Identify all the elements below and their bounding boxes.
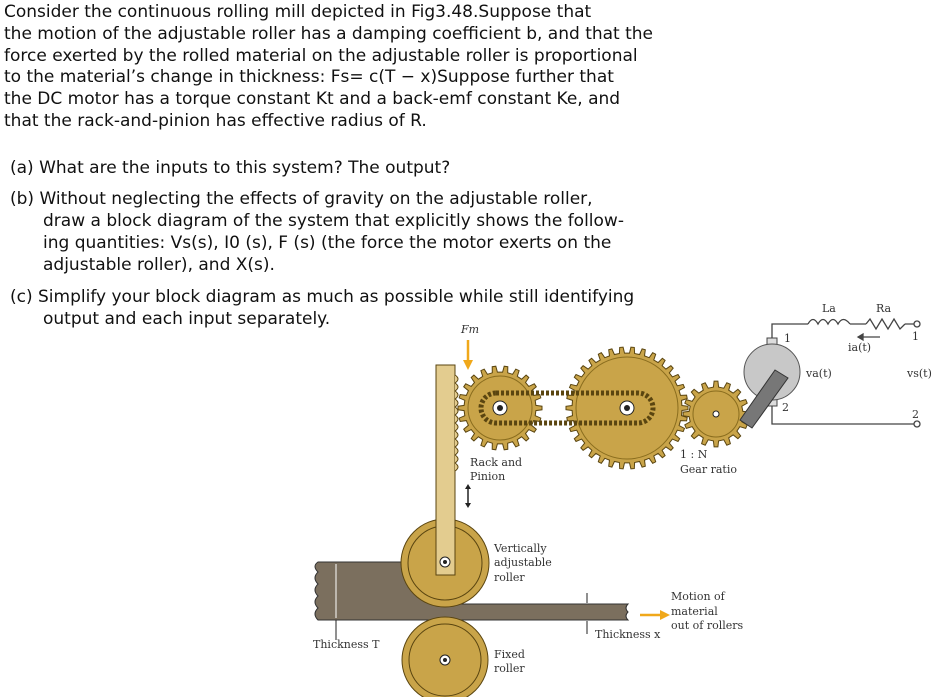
gear-ratio-label: 1 : N [680, 448, 708, 461]
problem-line: the motion of the adjustable roller has a damping coefficient b, and that the [4, 24, 654, 44]
inductor-coil [808, 320, 850, 325]
problem-line: the DC motor has a torque constant Kt and a back-emf constant Ke, and [4, 89, 621, 109]
rack-label: Rack and [470, 456, 523, 469]
thickness-T-label: Thickness T [313, 638, 380, 651]
problem-line: that the rack-and-pinion has effective radius of R. [4, 111, 427, 131]
terminal-2-label: 2 [912, 408, 919, 421]
fm-label: Fm [461, 323, 480, 336]
fixed-roller-label: Fixed [494, 648, 525, 661]
question-a: (a) What are the inputs to this system? The output? [10, 158, 451, 178]
motion-label: material [671, 605, 718, 618]
resistor [866, 319, 905, 329]
fixed-roller [402, 617, 488, 697]
motor-terminal-1: 1 [784, 332, 791, 345]
dc-motor [740, 338, 800, 428]
terminal-1-label: 1 [912, 330, 919, 343]
question-b-line: draw a block diagram of the system that explicitly shows the follow- [43, 211, 624, 231]
motor-terminal-2: 2 [782, 401, 789, 414]
question-c-line: output and each input separately. [43, 309, 331, 329]
va-label: va(t) [806, 367, 832, 380]
problem-line: Consider the continuous rolling mill depicted in Fig3.48.Suppose that [4, 2, 592, 22]
rack [436, 365, 455, 575]
gear-ratio-label: Gear ratio [680, 463, 737, 476]
la-label: La [822, 302, 836, 315]
question-c: (c) Simplify your block diagram as much as possible while still identifying [10, 287, 635, 307]
force-arrow-icon [463, 360, 473, 370]
adjustable-roller-label: Vertically [494, 542, 547, 555]
rack-label: Pinion [470, 470, 506, 483]
adjustable-roller-label: roller [494, 571, 525, 584]
question-b: (b) Without neglecting the effects of gravity on the adjustable roller, [10, 189, 593, 209]
motion-arrow-icon [660, 610, 670, 620]
problem-line: to the material’s change in thickness: Fs= c(T − x)Suppose further that [4, 67, 614, 87]
adjustable-roller-label: adjustable [494, 556, 552, 569]
motion-label: out of rollers [671, 619, 744, 632]
ra-label: Ra [876, 302, 892, 315]
thickness-x-label: Thickness x [595, 628, 661, 641]
question-b-line: adjustable roller), and X(s). [43, 255, 275, 275]
ia-label: ia(t) [848, 341, 872, 354]
question-b-line: ing quantities: Vs(s), I0 (s), F (s) (the force the motor exerts on the [43, 233, 612, 253]
motion-label: Motion of [671, 590, 725, 603]
vs-label: vs(t) [907, 367, 932, 380]
problem-line: force exerted by the rolled material on the adjustable roller is proportional [4, 46, 638, 66]
fixed-roller-label: roller [494, 662, 525, 675]
